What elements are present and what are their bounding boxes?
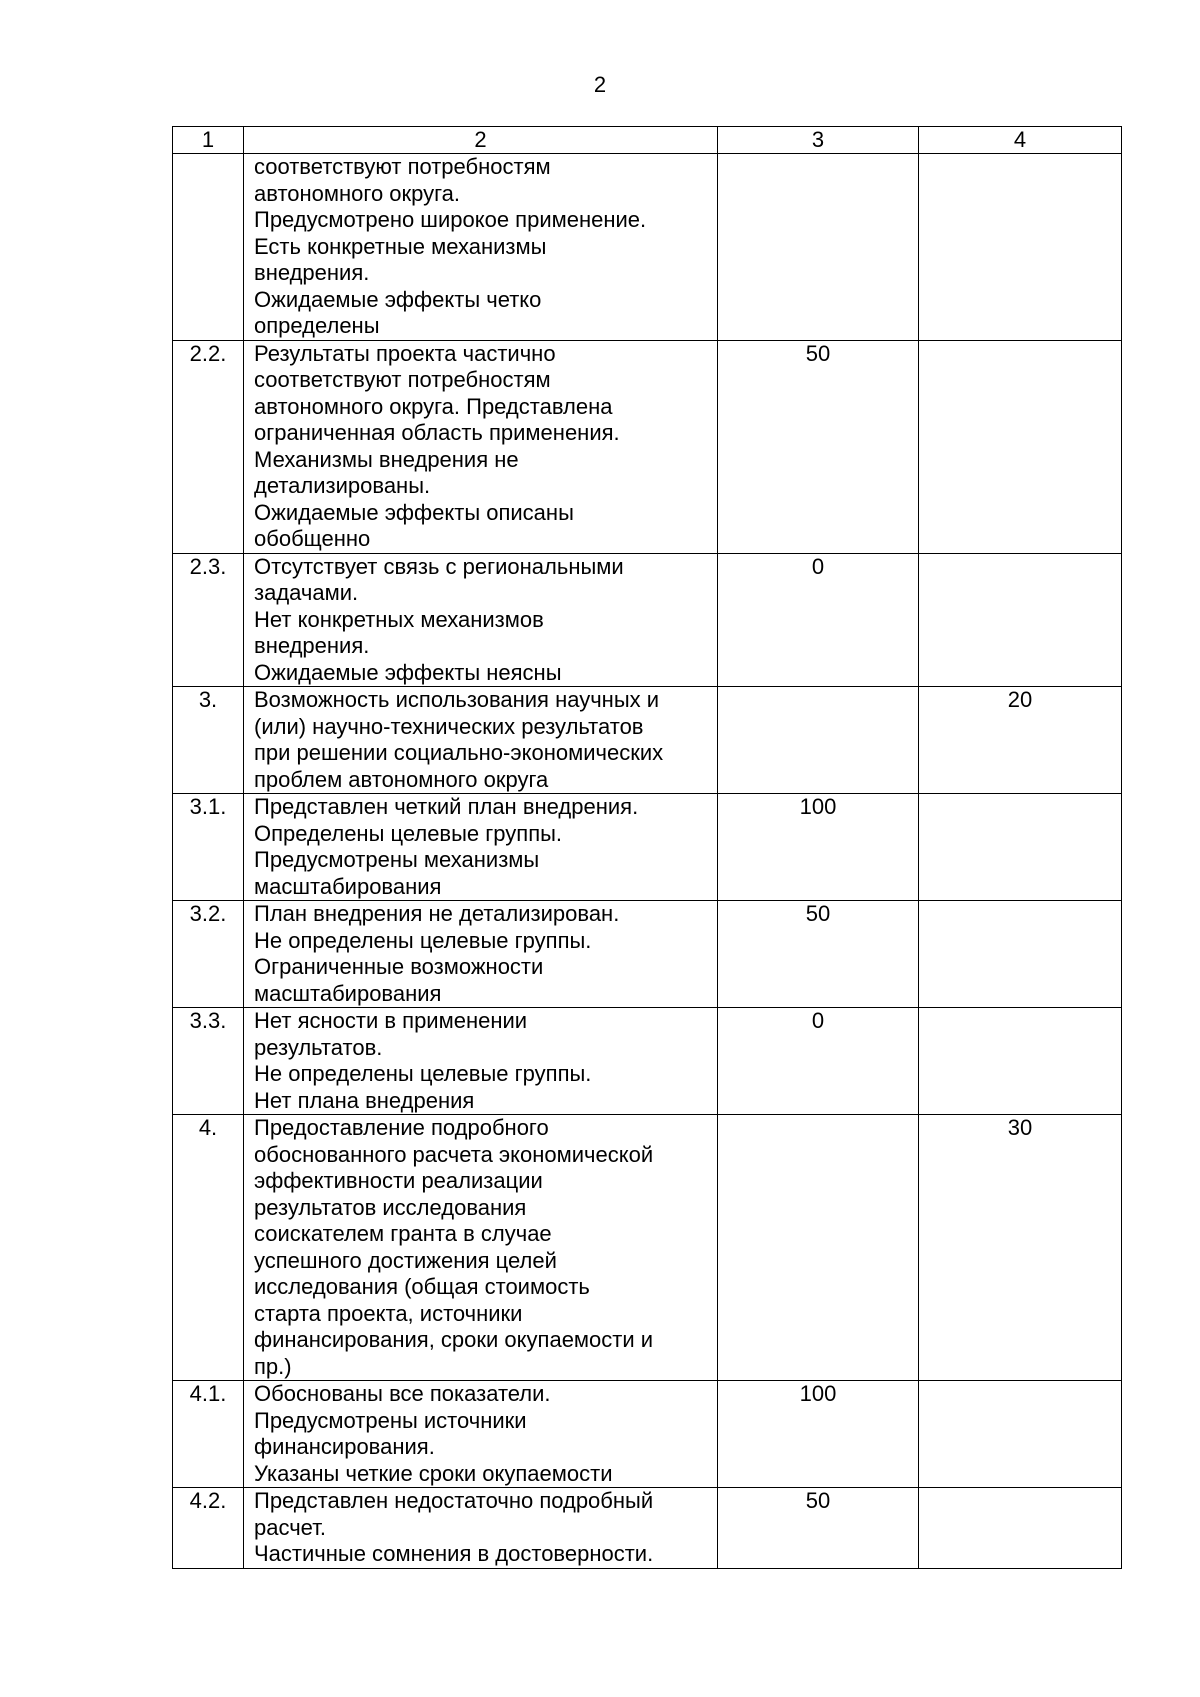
table-row [173, 687, 1122, 794]
table-row [173, 1008, 1122, 1115]
criterion-description-cell [244, 1381, 718, 1488]
weight-cell [919, 340, 1122, 553]
weight-cell: 20 [919, 687, 1122, 794]
row-number-cell: 4.2. [173, 1488, 244, 1569]
table-row [173, 154, 1122, 341]
score-cell: 100 [718, 794, 919, 901]
score-cell [718, 154, 919, 341]
description-line: Нет плана внедрения [254, 1087, 475, 1113]
table-row [173, 553, 1122, 687]
description-line: Указаны четкие сроки окупаемости [254, 1460, 613, 1486]
criterion-description-cell [244, 1008, 718, 1115]
description-line: Обоснованы все показатели. [254, 1381, 551, 1406]
criterion-description-cell [244, 901, 718, 1008]
description-line: Механизмы внедрения не [254, 446, 519, 472]
weight-cell [919, 553, 1122, 687]
description-line: Частичные сомнения в достоверности. [254, 1541, 654, 1566]
description-line: результатов. [254, 1034, 383, 1060]
table-row [173, 1488, 1122, 1569]
description-line: Нет конкретных механизмов [254, 606, 544, 632]
row-number-cell: 3. [173, 687, 244, 794]
description-line: масштабирования [254, 873, 442, 899]
description-line: ограниченная область применения. [254, 420, 620, 445]
description-line: Определены целевые группы. [254, 820, 563, 846]
table-row [173, 1381, 1122, 1488]
description-line: Предусмотрено широкое применение. [254, 207, 647, 232]
score-cell: 0 [718, 1008, 919, 1115]
description-line: эффективности реализации [254, 1168, 543, 1193]
criterion-description-cell [244, 340, 718, 553]
score-cell [718, 1115, 919, 1381]
description-line: пр.) [254, 1353, 292, 1379]
description-line: соответствуют потребностям [254, 154, 551, 179]
row-number-cell [173, 154, 244, 341]
table-row [173, 1115, 1122, 1381]
description-line: Ожидаемые эффекты неясны [254, 659, 562, 685]
criteria-table [172, 126, 1122, 1569]
header-cell-col1: 1 [173, 127, 244, 154]
description-line: задачами. [254, 580, 359, 605]
header-row [173, 127, 1122, 154]
description-line: План внедрения не детализирован. [254, 901, 620, 926]
description-line: Ожидаемые эффекты четко [254, 286, 542, 312]
criterion-description-cell [244, 1488, 718, 1569]
description-line: при решении социально-экономических [254, 740, 664, 765]
table-body [173, 154, 1122, 1569]
score-cell [718, 687, 919, 794]
description-line: автономного округа. [254, 180, 461, 206]
weight-cell [919, 154, 1122, 341]
description-line: автономного округа. Представлена [254, 393, 613, 419]
description-line: масштабирования [254, 980, 442, 1006]
description-line: определены [254, 313, 380, 338]
description-line: Есть конкретные механизмы [254, 233, 547, 259]
row-number-cell: 2.2. [173, 340, 244, 553]
description-line: успешного достижения целей [254, 1247, 557, 1273]
score-cell: 0 [718, 553, 919, 687]
description-line: Ограниченные возможности [254, 954, 544, 979]
weight-cell [919, 1488, 1122, 1569]
description-line: финансирования. [254, 1434, 435, 1459]
weight-cell [919, 1381, 1122, 1488]
description-line: финансирования, сроки окупаемости и [254, 1327, 654, 1352]
row-number-cell: 4. [173, 1115, 244, 1381]
score-cell: 50 [718, 901, 919, 1008]
weight-cell: 30 [919, 1115, 1122, 1381]
table-row [173, 794, 1122, 901]
header-cell-col4: 4 [919, 127, 1122, 154]
description-line: обобщенно [254, 526, 371, 551]
description-line: обоснованного расчета экономической [254, 1141, 654, 1167]
criterion-description-cell [244, 1115, 718, 1381]
description-line: Результаты проекта частично [254, 340, 556, 366]
score-cell: 50 [718, 340, 919, 553]
description-line: внедрения. [254, 633, 370, 658]
description-line: проблем автономного округа [254, 766, 549, 792]
criterion-description-cell [244, 687, 718, 794]
description-line: старта проекта, источники [254, 1300, 523, 1326]
description-line: Предусмотрены источники [254, 1407, 527, 1433]
table-row [173, 340, 1122, 553]
header-cell-col3: 3 [718, 127, 919, 154]
criterion-description-cell [244, 154, 718, 341]
description-line: Предусмотрены механизмы [254, 847, 540, 872]
description-line: соответствуют потребностям [254, 367, 551, 392]
row-number-cell: 4.1. [173, 1381, 244, 1488]
criterion-description-cell [244, 794, 718, 901]
description-line: Не определены целевые группы. [254, 1061, 592, 1086]
description-line: результатов исследования [254, 1194, 527, 1220]
weight-cell [919, 1008, 1122, 1115]
row-number-cell: 3.3. [173, 1008, 244, 1115]
weight-cell [919, 794, 1122, 901]
table-row [173, 901, 1122, 1008]
description-line: исследования (общая стоимость [254, 1274, 590, 1299]
description-line: соискателем гранта в случае [254, 1221, 552, 1246]
description-line: Предоставление подробного [254, 1115, 549, 1140]
weight-cell [919, 901, 1122, 1008]
description-line: Представлен недостаточно подробный [254, 1488, 654, 1513]
table-header [173, 127, 1122, 154]
score-cell: 100 [718, 1381, 919, 1488]
description-line: Не определены целевые группы. [254, 927, 592, 953]
row-number-cell: 2.3. [173, 553, 244, 687]
header-cell-col2: 2 [244, 127, 718, 154]
description-line: (или) научно-технических результатов [254, 713, 644, 739]
description-line: Отсутствует связь с региональными [254, 553, 624, 579]
score-cell: 50 [718, 1488, 919, 1569]
page-number: 2 [593, 72, 607, 97]
description-line: Представлен четкий план внедрения. [254, 794, 639, 819]
description-line: Ожидаемые эффекты описаны [254, 499, 574, 525]
description-line: расчет. [254, 1514, 326, 1540]
row-number-cell: 3.1. [173, 794, 244, 901]
row-number-cell: 3.2. [173, 901, 244, 1008]
description-line: Возможность использования научных и [254, 687, 660, 712]
description-line: Нет ясности в применении [254, 1008, 528, 1033]
description-line: внедрения. [254, 260, 370, 285]
description-line: детализированы. [254, 473, 431, 498]
criterion-description-cell [244, 553, 718, 687]
